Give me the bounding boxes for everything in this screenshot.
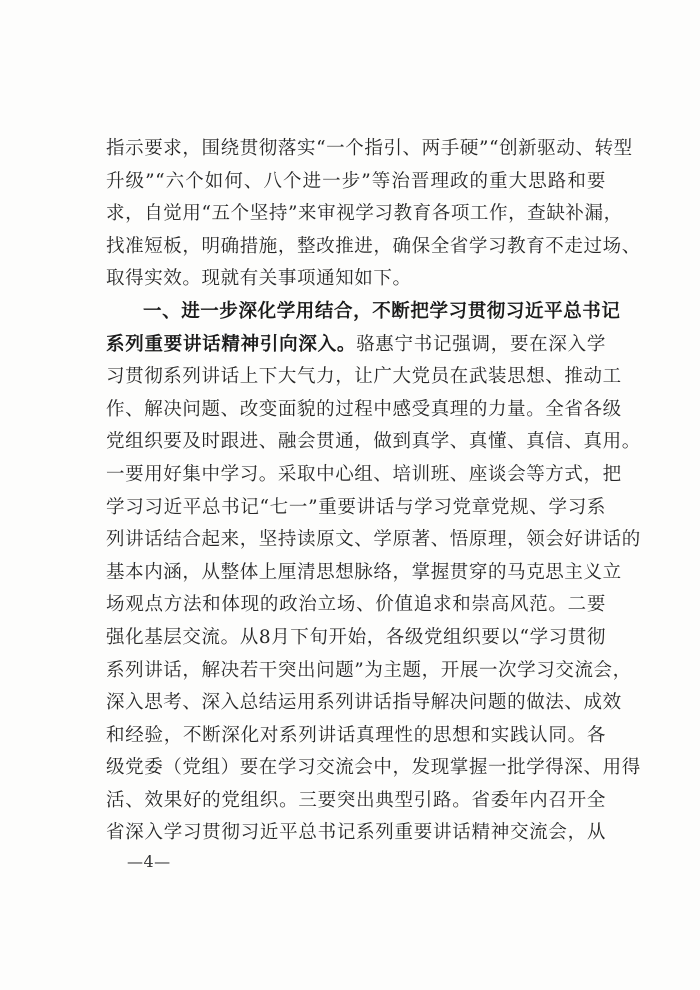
- text-line: [106, 492, 606, 525]
- document-body: [106, 133, 641, 850]
- text-line: [106, 720, 606, 753]
- line-text: 升级”“六个如何、八个进一步”等治晋理政的重大思路和要: [106, 170, 606, 192]
- line-text: 列讲话结合起来，坚持读原文、学原著、悟原理，领会好讲话的: [106, 529, 641, 551]
- text-line: [106, 557, 622, 590]
- text-line: [106, 752, 641, 785]
- line-text: 作、解决问题、改变面貌的过程中感受真理的力量。全省各级: [106, 398, 622, 420]
- text-line: [106, 459, 622, 492]
- text-line: [106, 687, 622, 720]
- text-line: [106, 426, 641, 459]
- page-number: —4—: [127, 852, 171, 871]
- text-line: [106, 524, 641, 557]
- line-text: 指示要求，围绕贯彻落实“一个指引、两手硬”“创新驱动、转型: [106, 138, 633, 159]
- line-text: 和经验，不断深化对系列讲话真理性的思想和实践认同。各: [106, 724, 606, 746]
- text-line: [106, 622, 606, 655]
- line-text: 学习习近平总书记“七一”重要讲话与学习党章党规、学习系: [106, 496, 606, 518]
- text-line: [106, 361, 622, 394]
- line-text: 骆惠宁书记强调，要在深入学: [356, 333, 606, 355]
- line-text: 求，自觉用“五个坚持”来审视学习教育各项工作，查缺补漏，: [106, 203, 623, 225]
- line-text: 级党委（党组）要在学习交流会中，发现掌握一批学得深、用得: [106, 757, 641, 779]
- line-text: 活、效果好的党组织。三要突出典型引路。省委年内召开全: [106, 789, 606, 811]
- text-line: [106, 655, 632, 688]
- text-line: [106, 394, 622, 427]
- text-line: [106, 785, 606, 818]
- line-text: 省深入学习贯彻习近平总书记系列重要讲话精神交流会，从: [106, 822, 606, 844]
- line-text: 场观点方法和体现的政治立场、价值追求和崇高风范。二要: [106, 594, 606, 616]
- line-text: 取得实效。现就有关事项通知如下。: [106, 268, 412, 290]
- text-line: [106, 329, 606, 362]
- text-line: [106, 296, 621, 329]
- text-line: [106, 231, 641, 264]
- text-line: [106, 166, 606, 199]
- line-text: 找准短板，明确措施，整改推进，确保全省学习教育不走过场、: [106, 235, 641, 257]
- section-heading: 一、进一步深化学用结合，不断把学习贯彻习近平总书记: [143, 300, 621, 322]
- line-text: 系列讲话，解决若干突出问题”为主题，开展一次学习交流会，: [106, 659, 632, 681]
- line-text: 强化基层交流。从8月下旬开始，各级党组织要以“学习贯彻: [106, 626, 606, 648]
- line-text: 深入思考、深入总结运用系列讲话指导解决问题的做法、成效: [106, 692, 622, 714]
- text-line: [106, 133, 633, 166]
- line-text: 一要用好集中学习。采取中心组、培训班、座谈会等方式，把: [106, 463, 622, 485]
- text-line: [106, 589, 606, 622]
- line-text: 基本内涵，从整体上厘清思想脉络，掌握贯穿的马克思主义立: [106, 561, 622, 583]
- text-line: [106, 198, 623, 231]
- line-text: 习贯彻系列讲话上下大气力，让广大党员在武装思想、推动工: [106, 366, 622, 388]
- line-text: 党组织要及时跟进、融会贯通，做到真学、真懂、真信、真用。: [106, 431, 641, 453]
- section-heading-continued: 系列重要讲话精神引向深入。: [106, 333, 357, 355]
- text-line: [106, 263, 606, 296]
- text-line: [106, 817, 606, 850]
